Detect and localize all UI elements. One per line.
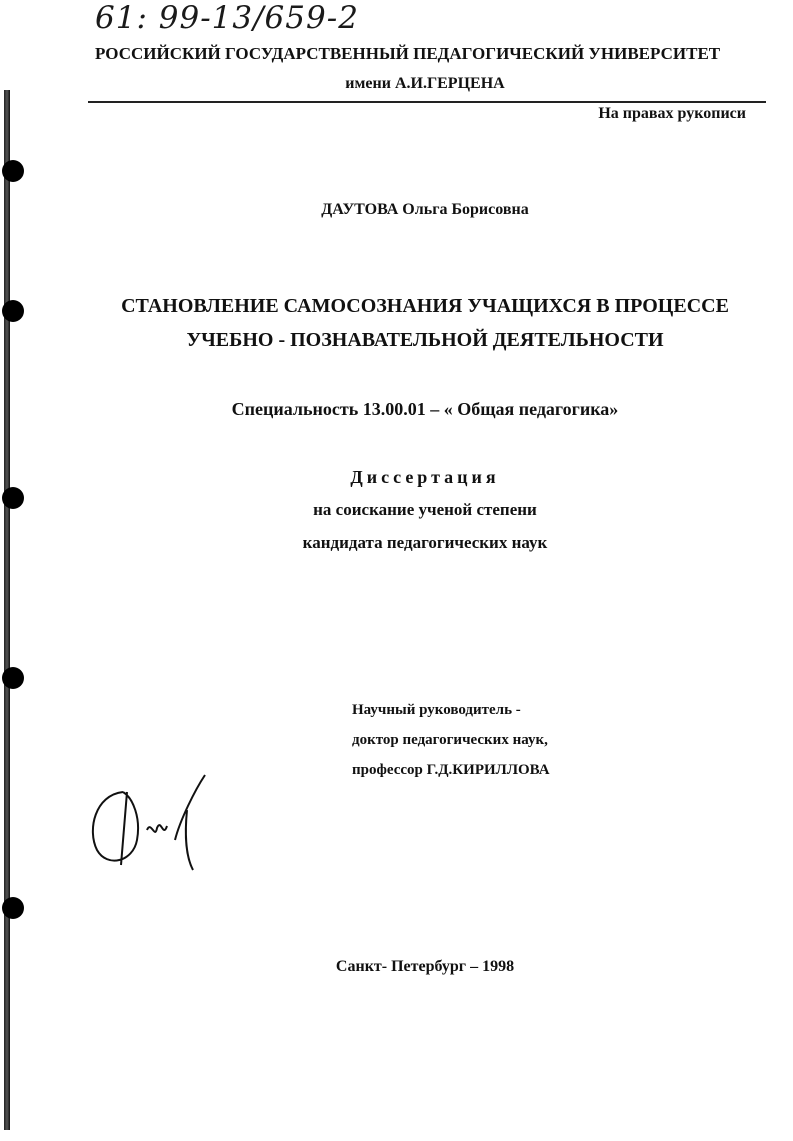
city-year: Санкт- Петербург – 1998 [335,958,515,975]
binding-hole [2,160,24,182]
university-header: РОССИЙСКИЙ ГОСУДАРСТВЕННЫЙ ПЕДАГОГИЧЕСКИЙ УНИВЕРСИТЕТ [95,44,721,63]
archive-number-handwritten: 61: 99-13/659-2 [95,0,359,36]
header-divider [88,101,766,103]
supervisor-line: Научный руководитель - [352,702,521,718]
supervisor-line: профессор Г.Д.КИРИЛЛОВА [352,762,550,778]
degree-line: кандидата педагогических наук [302,533,548,552]
document-type: Диссертация [350,467,500,487]
thesis-title-line: СТАНОВЛЕНИЕ САМОСОЗНАНИЯ УЧАЩИХСЯ В ПРОЦЕССЕ [121,295,729,317]
author-name: ДАУТОВА Ольга Борисовна [321,201,529,218]
signature-icon [85,770,215,875]
binding-hole [2,897,24,919]
university-name: имени А.И.ГЕРЦЕНА [345,75,505,92]
thesis-title-line: УЧЕБНО - ПОЗНАВАТЕЛЬНОЙ ДЕЯТЕЛЬНОСТИ [186,329,664,351]
specialty: Специальность 13.00.01 – « Общая педагогика» [231,399,619,419]
rights-note: На правах рукописи [598,105,746,122]
degree-line: на соискание ученой степени [313,500,537,519]
binding-hole [2,667,24,689]
supervisor-line: доктор педагогических наук, [352,732,548,748]
